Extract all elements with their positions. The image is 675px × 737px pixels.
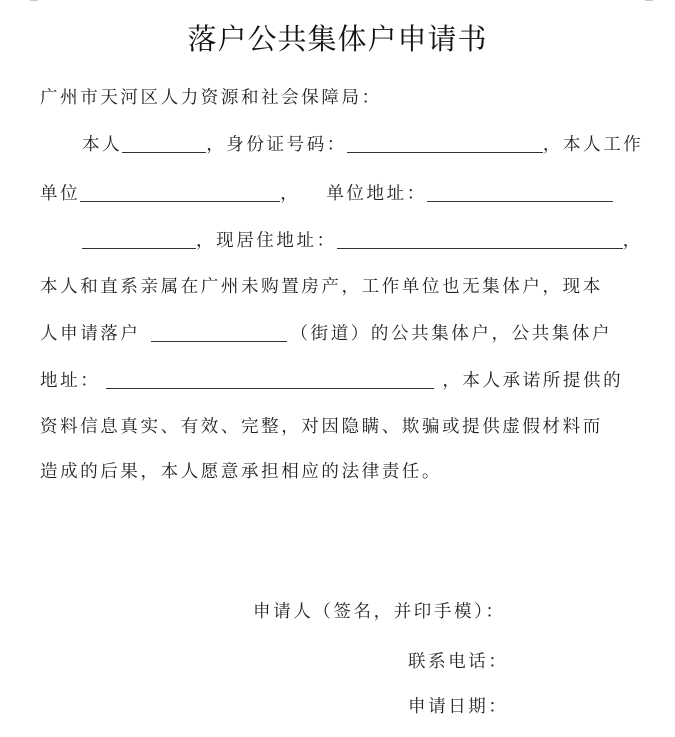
text-segment: ，本人工作	[542, 135, 644, 155]
text-segment: ，	[280, 184, 301, 204]
text-segment: ，	[622, 231, 643, 251]
text-segment: 人申请落户	[40, 324, 141, 344]
text-segment: 本人	[82, 135, 123, 155]
work-address-blank[interactable]	[427, 184, 613, 202]
body-line-8: 造成的后果，本人愿意承担相应的法律责任。	[40, 462, 442, 482]
body-line-4: 本人和直系亲属在广州未购置房产，工作单位也无集体户，现本	[40, 277, 603, 297]
work-address-cont-blank[interactable]	[82, 231, 196, 249]
name-blank[interactable]	[122, 135, 206, 153]
residence-address-blank[interactable]	[337, 231, 623, 249]
corner-mark-right	[645, 0, 653, 1]
collective-address-blank[interactable]	[106, 371, 434, 389]
corner-mark-left	[30, 0, 38, 1]
id-number-blank[interactable]	[347, 135, 543, 153]
street-blank[interactable]	[151, 324, 287, 342]
addressee: 广州市天河区人力资源和社会保障局：	[40, 88, 382, 108]
name-id-line	[82, 131, 643, 156]
text-segment: ，现居住地址：	[196, 231, 337, 251]
text-segment: 单位地址：	[326, 184, 427, 204]
body-line-7: 资料信息真实、有效、完整，对因隐瞒、欺骗或提供虚假材料而	[40, 417, 603, 437]
work-unit-blank[interactable]	[80, 184, 280, 202]
text-segment: 单位	[40, 184, 81, 204]
page-title: 落户公共集体户申请书	[187, 22, 488, 56]
text-segment: 地址：	[40, 371, 101, 391]
settle-line	[40, 320, 612, 345]
text-segment: （街道）的公共集体户，公共集体户	[290, 324, 613, 344]
phone-label: 联系电话：	[408, 652, 509, 672]
work-unit-line	[40, 180, 613, 205]
applicant-signature-label: 申请人（签名，并印手模）：	[253, 602, 506, 622]
text-segment: ，本人承诺所提供的	[442, 371, 624, 391]
text-segment: ，身份证号码：	[206, 135, 347, 155]
residence-line	[82, 227, 643, 252]
date-label: 申请日期：	[408, 697, 509, 717]
collective-address-line	[40, 367, 623, 392]
